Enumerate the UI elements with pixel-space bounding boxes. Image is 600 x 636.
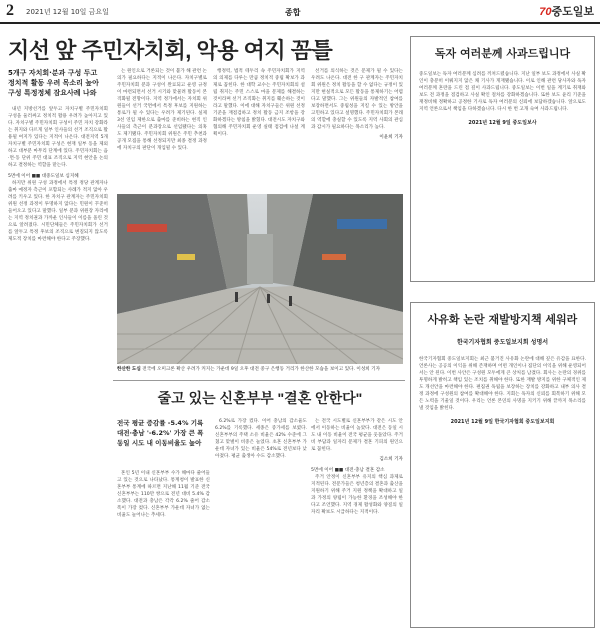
apology-body: 중도일보는 독자 여러분께 심려를 끼쳐드렸습니다. 지난 일부 보도 과정에서 사실 확인이 충분히 이뤄지지 않은 채 기사가 게재됐습니다. 이로 인해 관련 당사자와 독자 여러분께 혼란을 드린 점 깊이 사과드립니다. 중도일보는 이번 일을 계기로 취재와 보도 전 과정을 점검하고 사실 확인 절차를 강화하겠습니다. 또한 보도 윤리 기준을 재정비해 정확하고 공정한 기사로 독자 여러분의 신뢰에 보답하겠습니다. 앞으로도 지역 언론으로서 책임을 다하겠습니다. 다시 한 번 고개 숙여 사과드립니다. bbox=[419, 72, 586, 112]
article1-column-1 bbox=[8, 68, 108, 628]
article1-column-2 bbox=[117, 68, 207, 190]
article2-column-3 bbox=[311, 418, 403, 628]
statement-signature: 2021년 12월 9일 한국기자협회 중도일보지회 bbox=[450, 419, 555, 425]
article2-body: 6.2%로 가장 컸다. 이어 충남의 감소율도 6.2%를 기록했다. 세종은 증가세를 보였다. 신혼부부의 주택 소유 비율은 42% 수준에 그쳤고 맞벌이 비중은 늘었다. 초혼 신혼부부 가운데 자녀가 있는 비율은 54%로 전년보다 낮아졌다. 평균 출생아 수도 감소했다. bbox=[215, 419, 307, 459]
article2-subhead: 전국 평균 증감률 -5.4% 기록 bbox=[117, 419, 204, 427]
article2-subhead: 대전·충남 '-6.2%' 가장 큰 폭 bbox=[117, 429, 204, 437]
street-photo bbox=[117, 194, 403, 364]
article1-section-ref: 5면에 이어 ■■ 대중도일보 심지혜 bbox=[8, 174, 79, 179]
photo-caption bbox=[117, 367, 403, 374]
article1-body: 행정력, 법적 테두리 속 주민자치회가 지역의 의제를 다루는 만큼 정치적 중립 확보가 과제로 꼽힌다. 한 대학 교수는 주민자치회의 설립 취지는 주민 스스로 마을 문제를 해결하는 것이라며 선거 조직화는 취지를 훼손하는 것이라고 말했다. 이에 대해 자치구들은 위원 선정 기준을 재점검하고 정치 활동 금지 조항을 강화하겠다는 방침을 밝혔다. 대전시도 자치구와 협의해 주민자치회 운영 실태 점검에 나설 계획이다. bbox=[213, 69, 305, 137]
article1-subhead: 정치적 활동 우려 목소리 높아 bbox=[8, 79, 99, 87]
page-number: 2 bbox=[6, 2, 14, 19]
article1-subhead: 5개구 자치회·분과 구성 두고 bbox=[8, 69, 98, 77]
apology-notice-box bbox=[410, 36, 595, 282]
article2-byline: 김소희 기자 bbox=[379, 457, 403, 462]
logo-name: 중도일보 bbox=[551, 6, 594, 18]
article1-body: 선거를 의식하는 것은 문제가 될 수 있다는 우려도 나온다. 대전 한 구 관계자는 주민자치회 위원은 정치 활동을 할 수 없다는 규정이 있지만 현실적으로 모든 활동을 통제하기는 어렵다고 말했다. 그는 위원들의 자발적인 참여를 보장하면서도 중립성을 지킬 수 있는 방안을 고민하고 있다고 설명했다. 주민자치회가 본래의 역할에 충실할 수 있도록 지역 사회의 관심과 감시가 필요하다는 목소리가 높다. bbox=[311, 69, 403, 130]
newspaper-logo bbox=[539, 3, 594, 19]
article2-section-ref: 5면에 이어 ■■ 대전·충남 결혼 감소 bbox=[311, 468, 385, 473]
caption-title: 한산한 도심 bbox=[117, 367, 141, 372]
article2-body: 혼인 5년 이내 신혼부부 수가 해마다 줄어들고 있는 것으로 나타났다. 통계청이 발표한 신혼부부 통계에 따르면 지난해 11월 기준 전국 신혼부부는 110만 쌍으로 전년 대비 5.4% 감소했다. 대전과 충남은 각각 6.2% 줄어 감소 폭이 가장 컸다. 신혼부부 가운데 자녀가 없는 비율도 늘어나는 추세다. bbox=[117, 471, 210, 518]
article-divider bbox=[113, 380, 405, 381]
statement-box bbox=[410, 302, 595, 628]
article1-byline: 이윤희 기자 bbox=[379, 135, 403, 140]
logo-anniversary: 70 bbox=[539, 6, 552, 18]
caption-text: 전국에 오미크론 확산 우려가 커지는 가운데 9일 오후 대전 중구 은행동 거리가 한산한 모습을 보이고 있다. bbox=[142, 367, 355, 372]
apology-title: 독자 여러분께 사과드립니다 bbox=[434, 47, 571, 60]
article2-column-2 bbox=[215, 418, 307, 628]
article2-headline: 줄고 있는 신혼부부 "결혼 안한다" bbox=[157, 390, 363, 406]
caption-credit: 이성희 기자 bbox=[356, 367, 381, 372]
article2-body: 는 전국 시도별로 신혼부부가 같은 시도 안에서 이동하는 비율이 높았다. 대전은 동일 시도 내 이동 비율이 전국 평균을 웃돌았다. 주거비 부담과 일자리 문제가 결혼 기피의 원인으로 꼽힌다. bbox=[311, 419, 403, 452]
section-name: 종합 bbox=[285, 8, 301, 17]
article1-subheads bbox=[8, 68, 108, 98]
apology-signature: 2021년 12월 9일 중도일보사 bbox=[468, 120, 537, 126]
article1-headline: 지선 앞 주민자치회, 악용 여지 꼼틀 bbox=[8, 38, 333, 63]
article1-body: 는 원인으로 거론되는 것이 불가 해 관련 논의가 필요하다는 지적이 나온다. 자치구별로 주민자치회 분과 구성이 완료되고 운영 규정이 마련되면서 선거 시기와 맞물려 활동이 본격화될 전망이다. 지역 정가에서는 자치회 위원들이 선거 국면에서 특정 후보를 지원하는 통로가 될 수 있다는 우려가 제기된다. 실제 3선 연임 제한으로 출마를 준비하는 현직 인사들의 측근이 분과장으로 선임됐다는 의혹도 제기됐다. 주민자치회 위원은 주민 추천과 공개 모집을 통해 선정되지만 최종 결정 과정에 자치구의 판단이 개입될 수 있다. bbox=[117, 69, 207, 151]
article1-body: 하지만 위원 구성 과정에서 특정 정당 관계자나 출마 예정자 측근이 포함되는 사례가 적지 않아 우려를 키우고 있다. 한 자치구 관계자는 주민자치회 위원 선정 과정이 투명하지 않다는 민원이 꾸준히 들어오고 있다고 말했다. 일부 분과 위원장 자리에는 지역 정치권과 가까운 인사들이 이름을 올린 것으로 알려졌다. 시민단체들은 주민자치회가 선거를 앞두고 특정 후보의 조직으로 변질되지 않도록 제도적 장치를 마련해야 한다고 주장했다. bbox=[8, 181, 108, 242]
statement-org: 한국기자협회 중도일보지회 성명서 bbox=[456, 339, 549, 346]
article1-subhead: 구성 특정정체 잠요사례 나와 bbox=[8, 89, 97, 97]
street-photo-illustration bbox=[117, 194, 403, 364]
article1-body: 내년 지방선거를 앞두고 자치구별 주민자치회 구성을 둘러싸고 정치적 활용 우려가 높아지고 있다. 자치구별 주민자치회 구성이 주민 자치 강화라는 취지와 다르게 일부 인사들의 선거 조직으로 활용될 여지가 있다는 지적이 나온다. 대전지역 5개 자치구별 주민자치회 구성은 현재 일부 동을 제외하고 대부분 마무리 단계에 있다. 주민자치회는 읍·면·동 단위 주민 대표 조직으로 지역 현안을 논의하고 결정하는 역할을 맡는다. bbox=[8, 107, 108, 168]
statement-title: 사유화 논란 재발방지책 세워라 bbox=[427, 313, 578, 326]
article2-body: 주거 안정이 신혼부부 유지의 핵심 과제로 지적된다. 전문가들은 청년층의 결혼과 출산을 지원하기 위해 주거 지원 정책을 확대하고 일과 가정의 양립이 가능한 환경을 조성해야 한다고 조언했다. 지역 경제 활성화와 양질의 일자리 확보도 시급하다는 지적이다. bbox=[311, 475, 403, 515]
statement-body: 한국기자협회 중도일보지회는 최근 불거진 사유화 논란에 대해 깊은 유감을 표한다. 언론사는 공공의 이익을 위해 존재하며 어떤 개인이나 집단의 이익을 위해 운영되어서는 안 된다. 이번 사안은 구성원 모두에게 큰 상처를 남겼다. 회사는 논란의 경위를 투명하게 밝히고 책임 있는 조치를 취해야 한다. 또한 재발 방지를 위한 구체적인 제도 개선안을 마련해야 한다. 편집권 독립을 보장하는 장치를 강화하고 내부 의사 결정 과정에 구성원의 참여를 확대해야 한다. 지회는 독자의 신뢰를 회복하기 위해 모든 노력을 기울일 것이다. 우리는 언론 본연의 사명을 지키기 위해 끝까지 목소리를 낼 것임을 밝힌다. bbox=[419, 357, 586, 411]
article2-subhead: 동일 시도 내 이동비율도 높아 bbox=[117, 439, 202, 447]
article2-subheads bbox=[117, 418, 210, 448]
masthead bbox=[0, 0, 600, 24]
article1-column-4 bbox=[311, 68, 403, 190]
article1-column-3 bbox=[213, 68, 305, 190]
issue-date: 2021년 12월 10일 금요일 bbox=[26, 8, 109, 16]
article2-column-1 bbox=[117, 470, 210, 628]
